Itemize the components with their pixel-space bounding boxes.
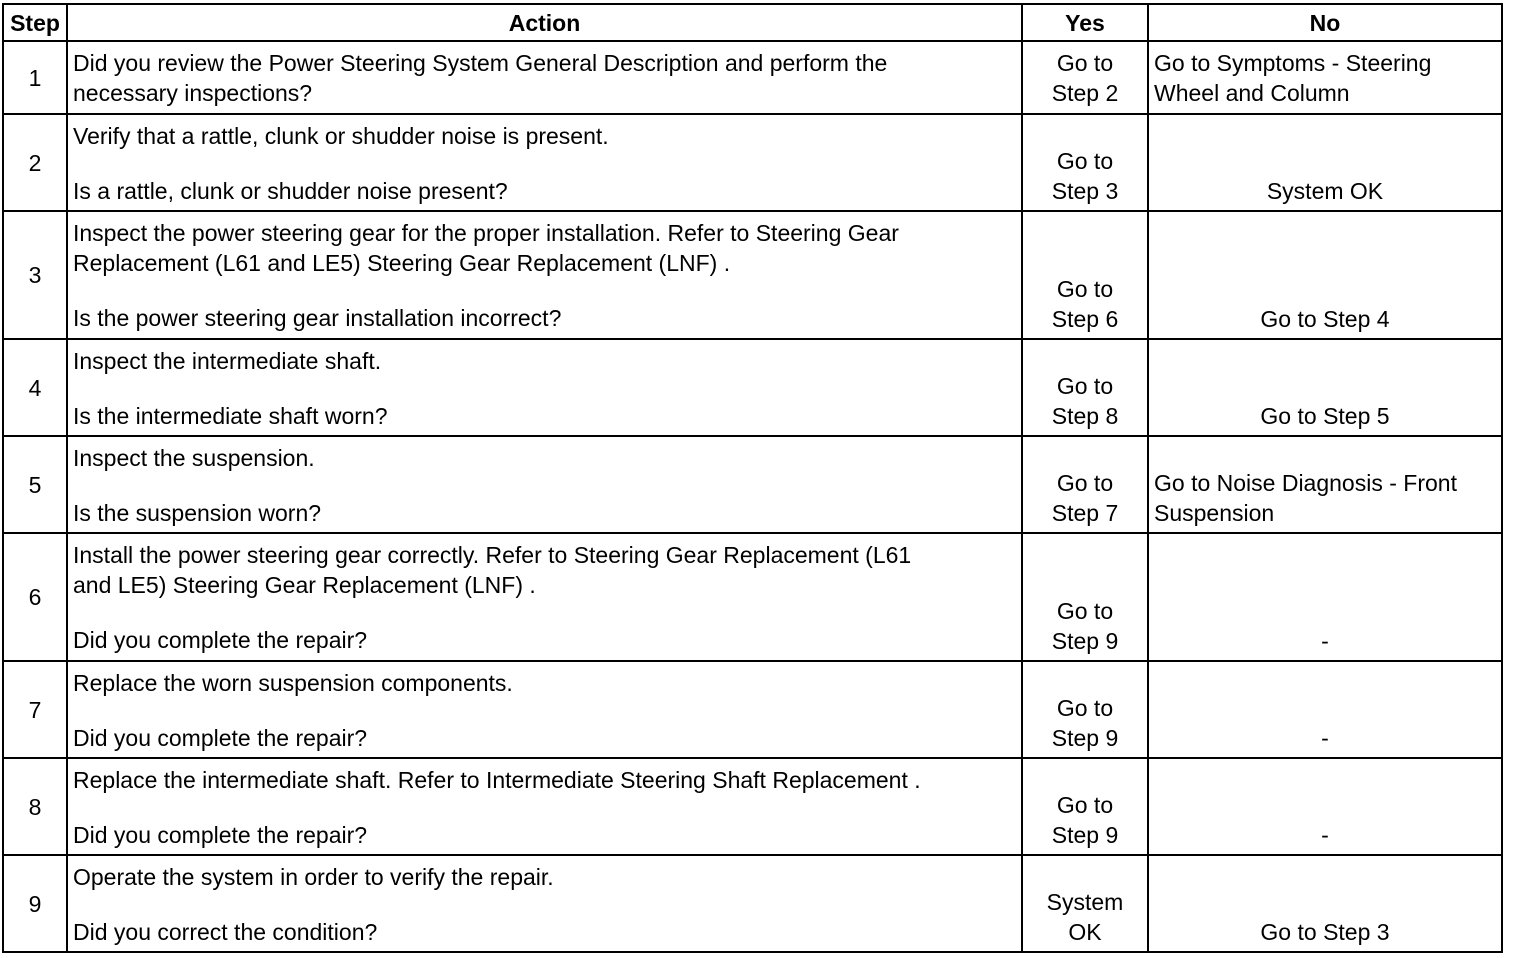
table-row	[3, 339, 1502, 436]
action-text: Operate the system in order to verify the repair.	[73, 864, 554, 890]
table-row	[3, 533, 1502, 661]
action-text: Install the power steering gear correctly. Refer to Steering Gear Replacement (L61	[73, 542, 912, 568]
action-spacer	[73, 376, 1016, 401]
action-question: Is the intermediate shaft worn?	[73, 403, 388, 429]
action-text: Inspect the intermediate shaft.	[73, 348, 382, 374]
no-result: Go to Step 3	[1148, 855, 1502, 952]
action-question: Is the suspension worn?	[73, 500, 322, 526]
action-spacer	[73, 151, 1016, 176]
table-row	[3, 211, 1502, 339]
no-result: Go to Step 5	[1148, 339, 1502, 436]
header-row	[3, 4, 1502, 41]
yes-result: Go to Step 9	[1022, 533, 1148, 661]
no-result: -	[1148, 661, 1502, 758]
action-text: Replace the intermediate shaft. Refer to Intermediate Steering Shaft Replacement .	[73, 767, 921, 793]
action-spacer	[73, 698, 1016, 723]
action-cell	[67, 758, 1022, 855]
step-number: 5	[3, 436, 67, 533]
diagnostic-table	[2, 3, 1503, 953]
table-row	[3, 855, 1502, 952]
no-result: Go to Symptoms - Steering Wheel and Column	[1148, 41, 1502, 114]
step-number: 2	[3, 114, 67, 211]
action-text: Verify that a rattle, clunk or shudder noise is present.	[73, 123, 609, 149]
step-number: 6	[3, 533, 67, 661]
action-question: Did you complete the repair?	[73, 627, 368, 653]
action-text: necessary inspections?	[73, 80, 313, 106]
step-number: 1	[3, 41, 67, 114]
step-number: 4	[3, 339, 67, 436]
no-result: -	[1148, 533, 1502, 661]
action-cell	[67, 211, 1022, 339]
action-question: Did you complete the repair?	[73, 725, 368, 751]
table-row	[3, 114, 1502, 211]
action-spacer	[73, 795, 1016, 820]
yes-result: Go to Step 9	[1022, 758, 1148, 855]
action-cell	[67, 855, 1022, 952]
action-cell	[67, 661, 1022, 758]
action-cell	[67, 41, 1022, 114]
yes-result: Go to Step 3	[1022, 114, 1148, 211]
table-row	[3, 41, 1502, 114]
step-number: 3	[3, 211, 67, 339]
header-no: No	[1148, 4, 1502, 41]
step-number: 7	[3, 661, 67, 758]
yes-result: Go to Step 8	[1022, 339, 1148, 436]
table-row	[3, 436, 1502, 533]
no-result: -	[1148, 758, 1502, 855]
header-step: Step	[3, 4, 67, 41]
action-text: and LE5) Steering Gear Replacement (LNF) .	[73, 572, 536, 598]
table-row	[3, 758, 1502, 855]
action-spacer	[73, 473, 1016, 498]
yes-result: Go to Step 2	[1022, 41, 1148, 114]
action-cell	[67, 436, 1022, 533]
action-spacer	[73, 278, 1016, 303]
header-yes: Yes	[1022, 4, 1148, 41]
action-text: Replace the worn suspension components.	[73, 670, 513, 696]
table-row	[3, 661, 1502, 758]
action-cell	[67, 339, 1022, 436]
step-number: 9	[3, 855, 67, 952]
action-spacer	[73, 600, 1016, 625]
action-text: Inspect the power steering gear for the proper installation. Refer to Steering Gear	[73, 220, 899, 246]
action-question: Did you complete the repair?	[73, 822, 368, 848]
action-text: Inspect the suspension.	[73, 445, 315, 471]
no-result: Go to Step 4	[1148, 211, 1502, 339]
no-result: Go to Noise Diagnosis - Front Suspension	[1148, 436, 1502, 533]
yes-result: Go to Step 9	[1022, 661, 1148, 758]
step-number: 8	[3, 758, 67, 855]
action-cell	[67, 533, 1022, 661]
action-cell	[67, 114, 1022, 211]
yes-result: Go to Step 7	[1022, 436, 1148, 533]
action-spacer	[73, 892, 1016, 917]
no-result: System OK	[1148, 114, 1502, 211]
action-question: Is a rattle, clunk or shudder noise present?	[73, 178, 508, 204]
action-question: Did you correct the condition?	[73, 919, 378, 945]
action-text: Did you review the Power Steering System General Description and perform the	[73, 50, 888, 76]
action-text: Replacement (L61 and LE5) Steering Gear Replacement (LNF) .	[73, 250, 731, 276]
header-action: Action	[67, 4, 1022, 41]
yes-result: System OK	[1022, 855, 1148, 952]
yes-result: Go to Step 6	[1022, 211, 1148, 339]
action-question: Is the power steering gear installation incorrect?	[73, 305, 562, 331]
